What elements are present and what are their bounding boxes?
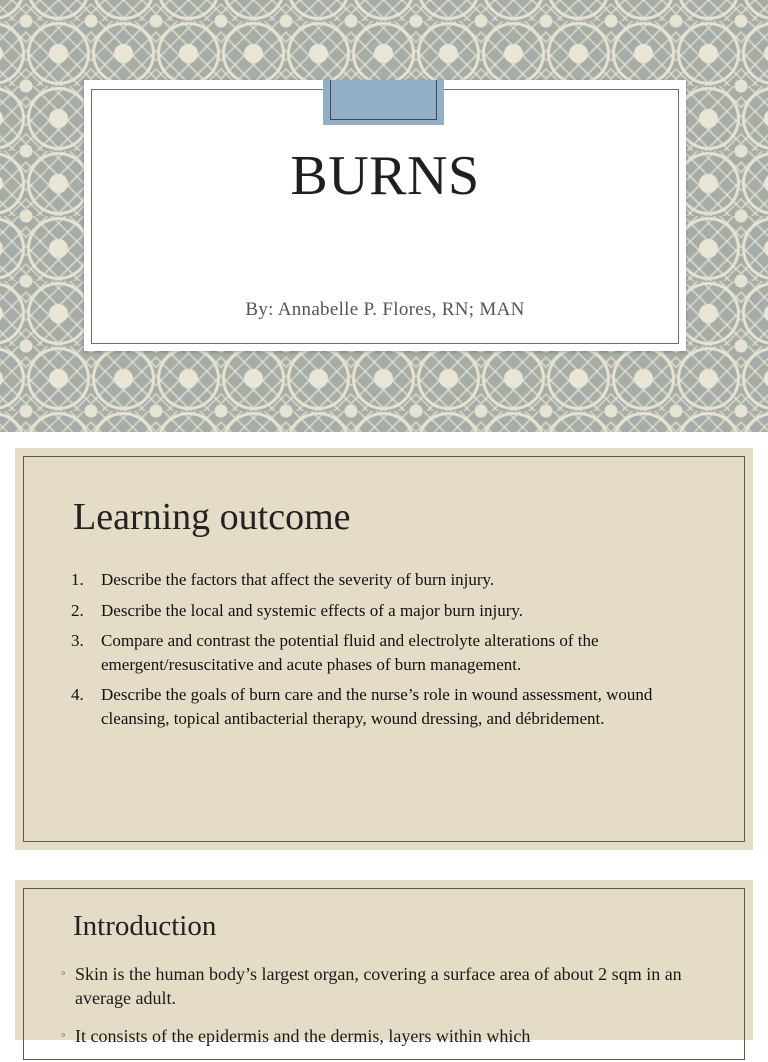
list-item	[71, 683, 691, 730]
list-item	[61, 962, 701, 1010]
list-item	[71, 599, 691, 623]
learning-outcome-list	[71, 568, 691, 737]
list-item-text: Compare and contrast the potential fluid and electrolyte alterations of the emergent/resuscitative and acute phases of burn management.	[101, 631, 599, 674]
introduction-list	[61, 962, 701, 1062]
bullet-icon: ◦	[61, 965, 66, 980]
learning-outcome-slide	[15, 448, 753, 850]
list-item-text: Describe the factors that affect the severity of burn injury.	[101, 570, 495, 589]
slide-title: BURNS	[290, 145, 480, 207]
list-item-text: It consists of the epidermis and the dermis, layers within which	[75, 1026, 531, 1046]
list-item-text: Describe the goals of burn care and the nurse’s role in wound assessment, wound cleansing, topical antibacterial therapy, wound dressing, and débridement.	[101, 685, 653, 728]
title-slide	[0, 0, 768, 432]
slide-subtitle: By: Annabelle P. Flores, RN; MAN	[245, 299, 525, 320]
list-number: 3.	[71, 631, 84, 650]
list-item	[61, 1024, 701, 1048]
list-item-text: Skin is the human body’s largest organ, covering a surface area of about 2 sqm in an average adult.	[75, 964, 682, 1008]
list-number: 1.	[71, 570, 84, 589]
title-card	[84, 80, 686, 351]
learning-outcome-heading: Learning outcome	[73, 496, 351, 538]
list-number: 2.	[71, 600, 84, 620]
introduction-heading: Introduction	[73, 910, 217, 942]
introduction-slide	[15, 880, 753, 1046]
list-item-text: Describe the local and systemic effects of a major burn injury.	[101, 600, 524, 620]
list-item	[71, 568, 691, 592]
list-number: 4.	[71, 685, 84, 704]
title-tab-decoration	[323, 80, 444, 125]
bullet-icon: ◦	[61, 1027, 66, 1042]
list-item	[71, 629, 691, 676]
